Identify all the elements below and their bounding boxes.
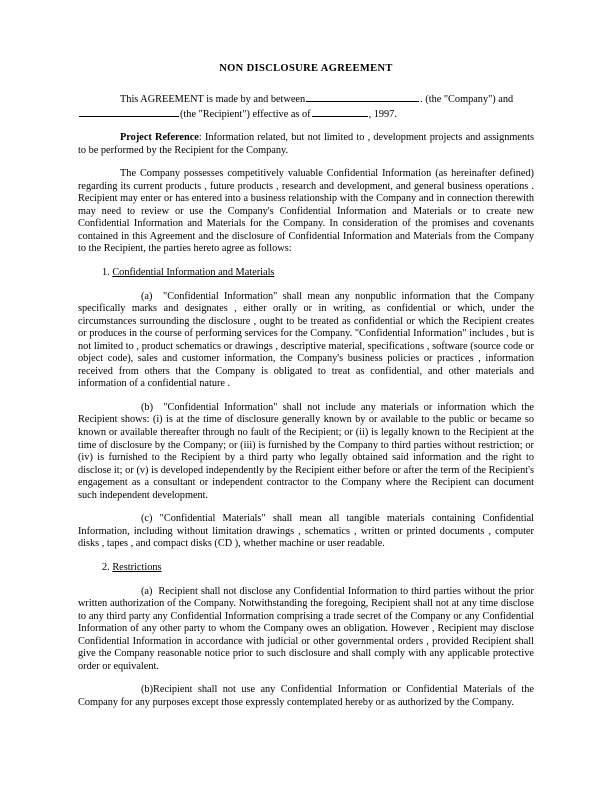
- intro-after-third-blank: , 1997.: [368, 108, 397, 120]
- section-heading-1: [78, 267, 534, 280]
- clause-2b-text: Recipient shall not use any Confidential Information or Confidential Materials of the Company for any purposes except those expressly contemplated hereby or as authorized by the Company.: [78, 684, 534, 708]
- section-heading-2: [78, 562, 534, 575]
- clause-2a-text: Recipient shall not disclose any Confidential Information to third parties without the prior written authorization of the Company. Notwithstanding the foregoing, Recipient shall not at any time disclose to any third party any Confidential Information comprising a trade secret of the Company or any Confidential Information of any other party to whom the Company owes an obligation. However , Recipient may disclose Confidential Information in accordance with judicial or other governmental orders , provided Recipient shall give the Company reasonable notice prior to such disclosure and shall comply with any applicable protective order or equivalent.: [78, 585, 534, 672]
- section-2-number: 2.: [102, 561, 110, 573]
- clause-1c-text: "Confidential Materials" shall mean all tangible materials containing Confidential Information, including without limitation drawings , schematics , written or printed documents , computer disks , tapes , and compact disks (CD ), whether machine or user readable.: [78, 513, 534, 550]
- document-body: [78, 62, 534, 720]
- clause-1a: [78, 291, 534, 391]
- clause-1b: [78, 402, 534, 502]
- project-reference-separator: :: [198, 132, 202, 144]
- project-reference-paragraph: [78, 132, 534, 157]
- clause-2b-marker: (b): [141, 684, 154, 696]
- clause-1a-marker: (a): [141, 290, 153, 302]
- intro-lead-text: This AGREEMENT is made by and between: [120, 94, 306, 105]
- section-1-title: Confidential Information and Materials: [112, 267, 275, 279]
- section-1-number: 1.: [102, 267, 110, 279]
- clause-1c: [78, 513, 534, 551]
- page-title: NON DISCLOSURE AGREEMENT: [219, 63, 393, 74]
- clause-2a-marker: (a): [141, 585, 153, 597]
- clause-1b-marker: (b): [141, 401, 154, 413]
- project-reference-label: Project Reference: [120, 132, 199, 144]
- intro-after-second-blank: (the "Recipient") effective as of: [180, 108, 311, 120]
- clause-2b: [78, 684, 534, 709]
- intro-after-first-blank: . (the "Company") and: [420, 94, 514, 105]
- clause-1a-text: "Confidential Information" shall mean any nonpublic information that the Company specifically marks and designates , either orally or in writing, as confidential or which, under the circumstances surrounding the disclosure , ought to be treated as confidential or which the Recipient creates or produces in the course of performing services for the Company. "Confidential Information" includes , but is not limited to , product schematics or drawings , descriptive material, specifications , software (source code or object code), sales and customer information, the Company's business policies or practices , information received from others that the Company is obligated to treat as confidential, and other materials and information of a confidential nature .: [78, 290, 535, 390]
- section-2-title: Restrictions: [112, 561, 162, 573]
- intro-paragraph: [78, 92, 534, 121]
- project-reference-text: Information related, but not limited to , development projects and assignments to be performed by the Recipient for the Company.: [78, 132, 535, 156]
- clause-2a: [78, 586, 534, 674]
- effective-date-blank[interactable]: [312, 107, 368, 117]
- company-name-blank[interactable]: [306, 92, 419, 102]
- clause-1c-marker: (c): [141, 513, 153, 525]
- clause-1b-text: "Confidential Information" shall not include any materials or information which the Recipient shows: (i) is at the time of disclosure generally known by or available to the public or became so known or available thereafter through no fault of the Recipient; or (ii) is legally known to the Recipient at the time of disclosure by the Company; or (iii) is furnished by the Company to third parties without restriction; or (iv) is furnished to the Recipient by a third party who legally obtained said information and the right to disclose it; or (v) is developed independently by the Recipient either before or after the term of the Recipient's engagement as a consultant or independent contractor to the Company where the Recipient can document such independent development.: [78, 401, 534, 501]
- recipient-name-blank[interactable]: [79, 107, 179, 117]
- recital-paragraph: The Company possesses competitively valuable Confidential Information (as hereinafter defined) regarding its current products , future products , research and development, and general business operations . Recipient may enter or has entered into a business relationship with the Company and in connection therewith may need to review or use the Company's Confidential Information and Materials or to create new Confidential Information and Materials for the Company. In consideration of the promises and covenants contained in this Agreement and the disclosure of Confidential Information and Materials from the Company to the Recipient, the parties hereto agree as follows:: [78, 168, 534, 255]
